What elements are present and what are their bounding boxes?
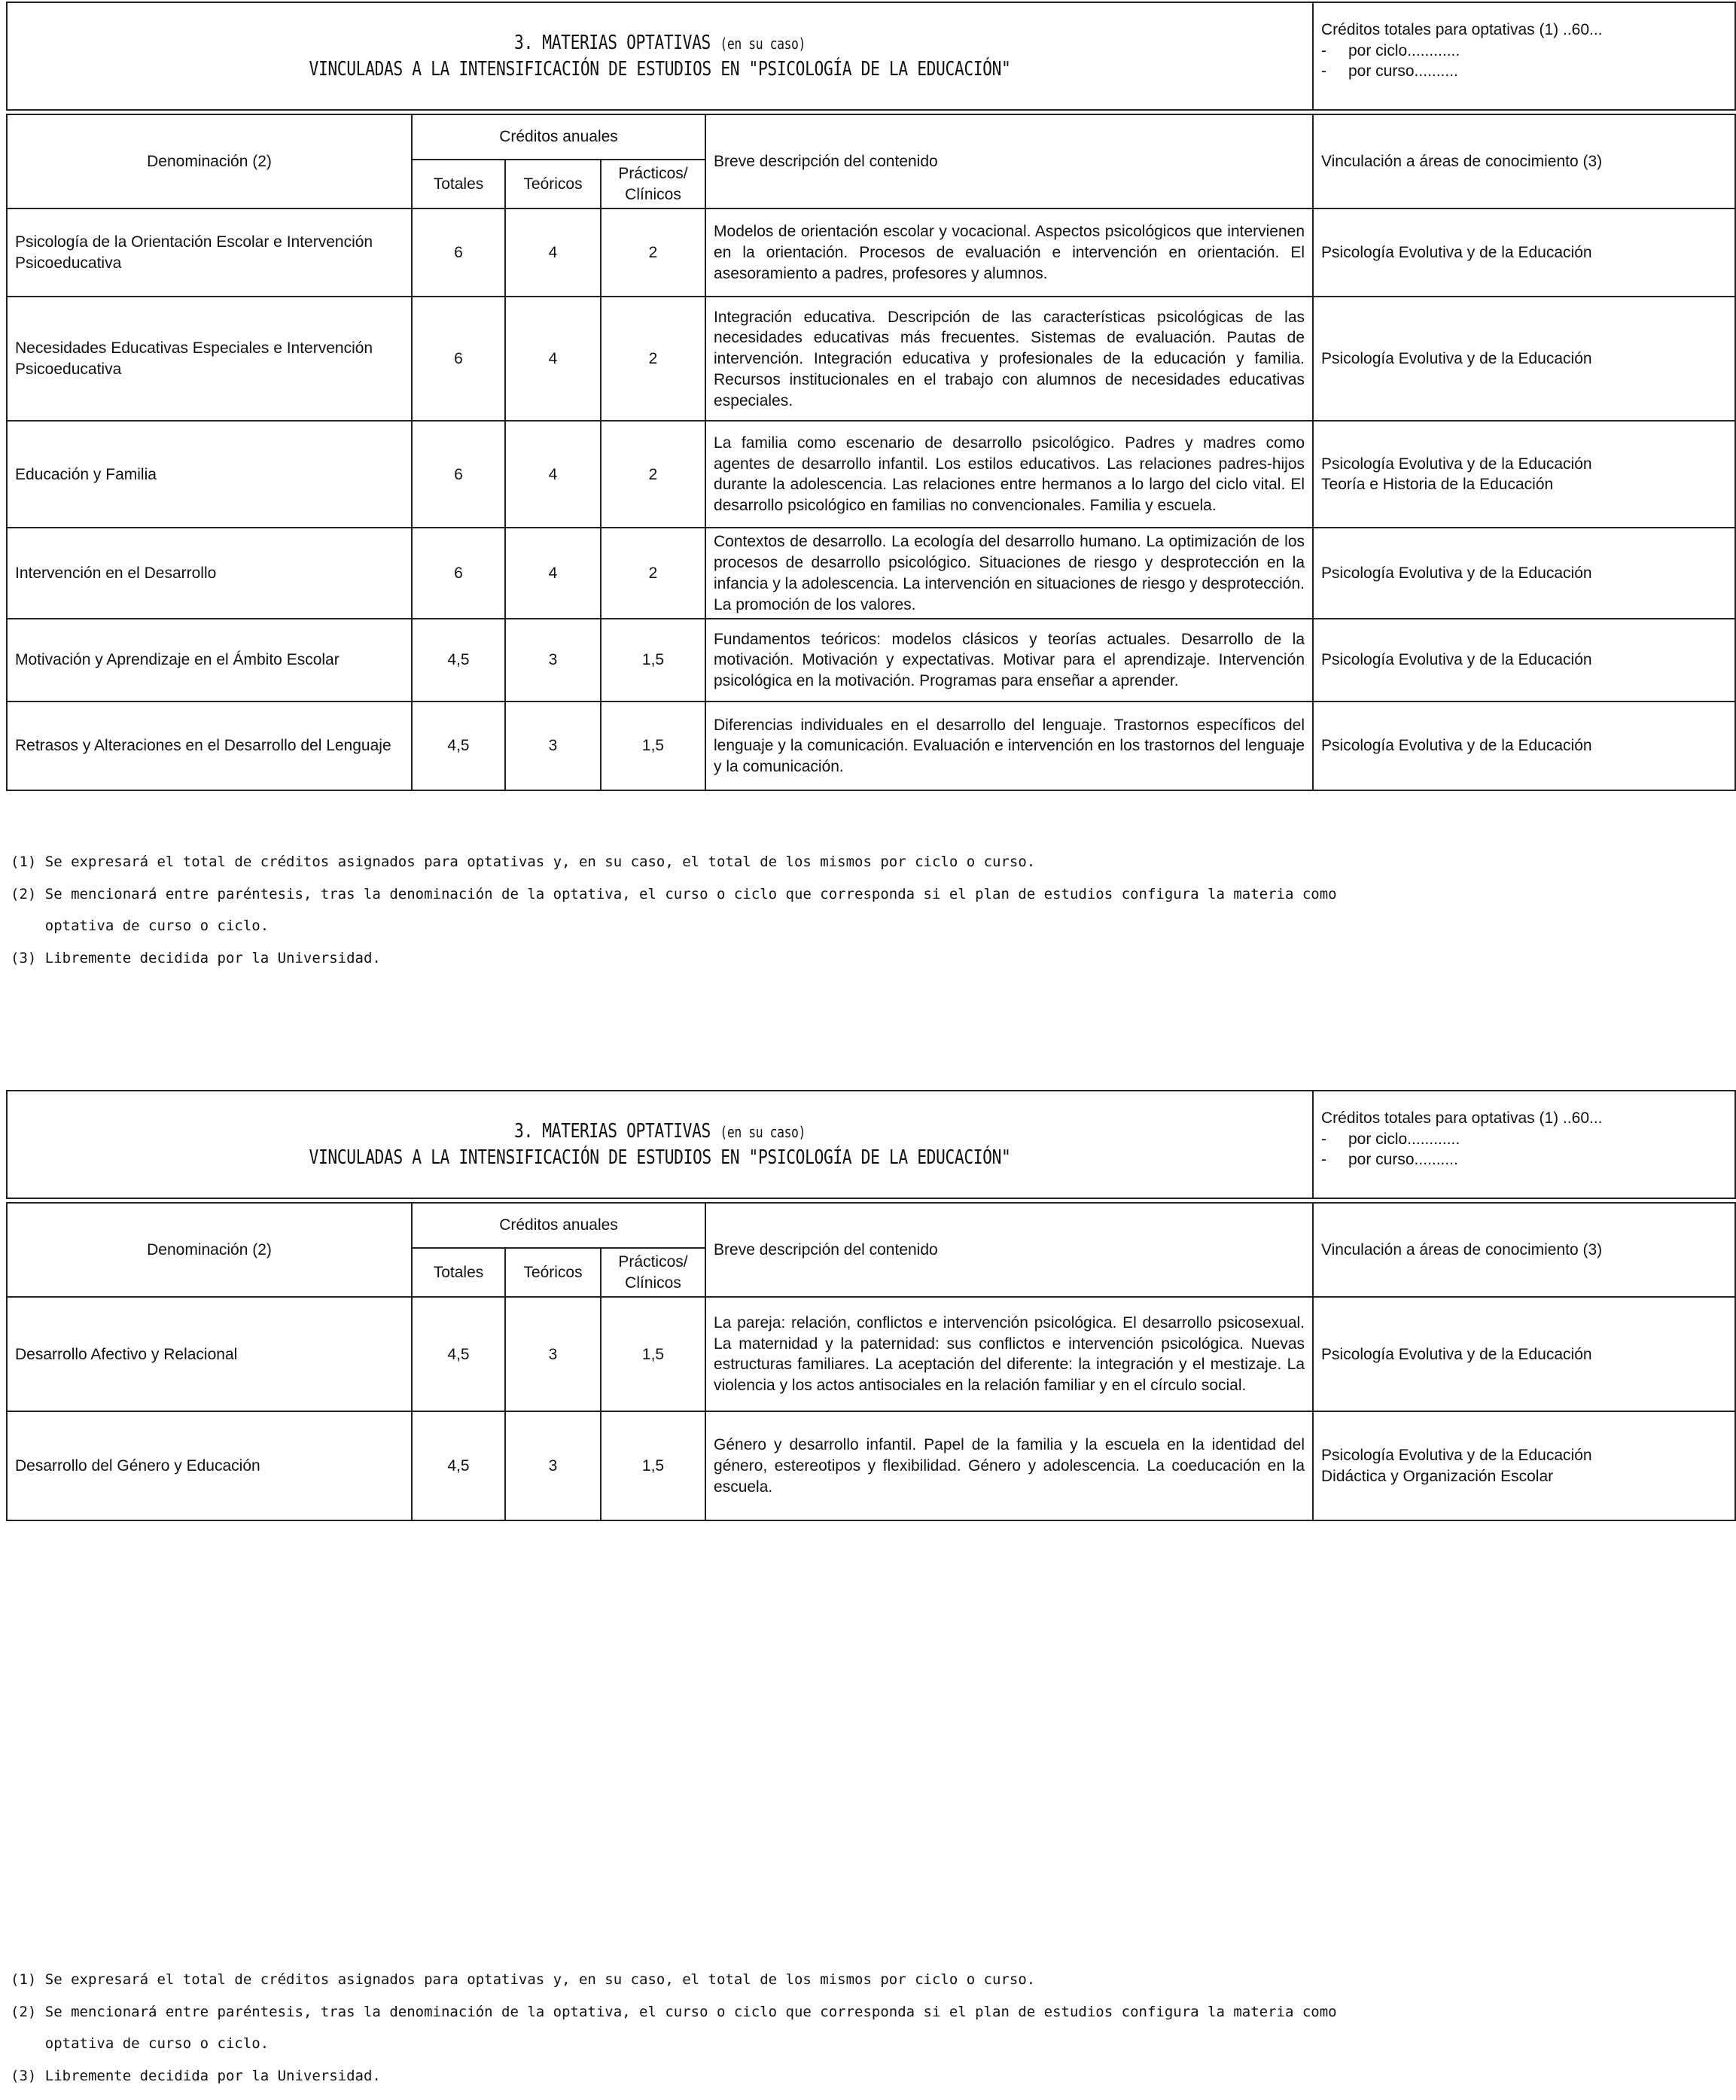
header-totales: Totales — [412, 1248, 505, 1297]
credits-curso: por curso.......... — [1348, 1151, 1458, 1169]
row-practicos: 2 — [601, 421, 705, 528]
table-row — [7, 297, 1735, 421]
title-line2: VINCULADAS A LA INTENSIFICACIÓN DE ESTUDIOS EN "PSICOLOGÍA DE LA EDUCACIÓN" — [309, 1146, 1011, 1170]
header-vinculacion: Vinculación a áreas de conocimiento (3) — [1313, 114, 1735, 208]
row-totales: 6 — [412, 528, 505, 619]
credits-curso: por curso.......... — [1348, 62, 1458, 81]
header-denominacion: Denominación (2) — [7, 1203, 412, 1297]
row-area: Psicología Evolutiva y de la Educación — [1313, 702, 1735, 790]
row-teoricos: 4 — [505, 421, 601, 528]
row-totales: 4,5 — [412, 619, 505, 702]
row-practicos: 1,5 — [601, 702, 705, 790]
title-suffix: (en su caso) — [720, 1123, 806, 1141]
row-desc: Fundamentos teóricos: modelos clásicos y teorías actuales. Desarrollo de la motivación. Motivación y expectativas. Motivar para el aprendizaje. Intervención psicológica en la motivación. Programas para enseñar a aprender. — [705, 619, 1313, 702]
table-row — [7, 421, 1735, 528]
row-area: Psicología Evolutiva y de la Educación — [1313, 297, 1735, 421]
table-row — [7, 528, 1735, 619]
row-practicos: 1,5 — [601, 1411, 705, 1520]
subjects-table-2 — [6, 1202, 1736, 1521]
footnote-2b: optativa de curso o ciclo. — [11, 2035, 270, 2053]
row-area: Psicología Evolutiva y de la Educación — [1321, 1447, 1592, 1465]
row-practicos: 2 — [601, 208, 705, 297]
row-practicos: 2 — [601, 297, 705, 421]
row-teoricos: 3 — [505, 1297, 601, 1411]
row-teoricos: 4 — [505, 528, 601, 619]
header-practicos: Prácticos/ Clínicos — [601, 1248, 705, 1297]
row-area-2: Teoría e Historia de la Educación — [1321, 476, 1554, 494]
row-totales: 4,5 — [412, 1411, 505, 1520]
credits-ciclo: por ciclo............ — [1348, 1130, 1460, 1148]
title-line1: 3. MATERIAS OPTATIVAS — [514, 1120, 711, 1143]
title-line2: VINCULADAS A LA INTENSIFICACIÓN DE ESTUDIOS EN "PSICOLOGÍA DE LA EDUCACIÓN" — [309, 58, 1011, 81]
header-creditos-anuales: Créditos anuales — [412, 1203, 705, 1248]
row-area: Psicología Evolutiva y de la Educación — [1313, 1297, 1735, 1411]
footnote-1: (1) Se expresará el total de créditos asignados para optativas y, en su caso, el total de los mismos por ciclo o curso. — [11, 854, 1036, 871]
row-area: Psicología Evolutiva y de la Educación — [1321, 455, 1592, 473]
row-name: Educación y Familia — [7, 421, 412, 528]
row-desc: Diferencias individuales en el desarrollo del lenguaje. Trastornos específicos del lenguaje y la comunicación. Evaluación e intervención en los trastornos del lenguaje y la comunicación. — [705, 702, 1313, 790]
row-area: Psicología Evolutiva y de la Educación — [1313, 208, 1735, 297]
credits-total: Créditos totales para optativas (1) ..60... — [1321, 1109, 1603, 1127]
header-descripcion: Breve descripción del contenido — [705, 114, 1313, 208]
row-practicos: 1,5 — [601, 619, 705, 702]
optativas-table-2 — [6, 1090, 1734, 1521]
row-desc: La pareja: relación, conflictos e intervención psicológica. El desarrollo psicosexual. La maternidad y la paternidad: sus conflictos e intervención psicológica. Nuevas estructuras familiares. La aceptación del diferente: la integración y el mestizaje. La violencia y los actos antisociales en la relación familiar y en el círculo social. — [705, 1297, 1313, 1411]
row-area-cell — [1313, 421, 1735, 528]
row-name: Intervención en el Desarrollo — [7, 528, 412, 619]
table-header-2 — [6, 1090, 1736, 1199]
row-totales: 6 — [412, 421, 505, 528]
row-desc: Integración educativa. Descripción de las características psicológicas de las necesidades educativas más frecuentes. Sistemas de evaluación. Pautas de intervención. Integración educativa y profesionales de la educación y familia. Recursos institucionales en el trabajo con alumnos de necesidades educativas especiales. — [705, 297, 1313, 421]
header-practicos: Prácticos/ Clínicos — [601, 160, 705, 208]
title-suffix: (en su caso) — [720, 35, 806, 53]
row-teoricos: 4 — [505, 208, 601, 297]
footnote-2b: optativa de curso o ciclo. — [11, 918, 270, 935]
row-desc: La familia como escenario de desarrollo psicológico. Padres y madres como agentes de desarrollo infantil. Los estilos educativos. Las relaciones padres-hijos durante la adolescencia. Las relaciones entre hermanos a lo largo del ciclo vital. El desarrollo psicológico en familias no convencionales. Familia y escuela. — [705, 421, 1313, 528]
credits-total: Créditos totales para optativas (1) ..60... — [1321, 21, 1603, 38]
optativas-table-1 — [6, 2, 1734, 791]
subjects-table-1 — [6, 114, 1736, 791]
credits-box: Créditos totales para optativas (1) ..60... - por ciclo............ - por curso.......... — [1313, 1091, 1735, 1198]
row-totales: 4,5 — [412, 1297, 505, 1411]
footnote-3: (3) Libremente decidida por la Universidad. — [11, 949, 381, 966]
row-name: Psicología de la Orientación Escolar e Intervención Psicoeducativa — [7, 208, 412, 297]
table-row — [7, 619, 1735, 702]
row-totales: 6 — [412, 297, 505, 421]
footnote-2a: (2) Se mencionará entre paréntesis, tras la denominación de la optativa, el curso o ciclo que corresponda si el plan de estudios configura la materia como — [11, 885, 1337, 902]
header-descripcion: Breve descripción del contenido — [705, 1203, 1313, 1297]
row-area: Psicología Evolutiva y de la Educación — [1313, 619, 1735, 702]
header-creditos-anuales: Créditos anuales — [412, 114, 705, 160]
title-line1: 3. MATERIAS OPTATIVAS — [514, 32, 711, 54]
row-area: Psicología Evolutiva y de la Educación — [1313, 528, 1735, 619]
header-vinculacion: Vinculación a áreas de conocimiento (3) — [1313, 1203, 1735, 1297]
row-name: Retrasos y Alteraciones en el Desarrollo del Lenguaje — [7, 702, 412, 790]
row-teoricos: 4 — [505, 297, 601, 421]
credits-box: Créditos totales para optativas (1) ..60... - por ciclo............ - por curso.......... — [1313, 2, 1735, 110]
header-totales: Totales — [412, 160, 505, 208]
row-teoricos: 3 — [505, 1411, 601, 1520]
footnote-1: (1) Se expresará el total de créditos asignados para optativas y, en su caso, el total de los mismos por ciclo o curso. — [11, 1971, 1036, 1989]
row-name: Motivación y Aprendizaje en el Ámbito Escolar — [7, 619, 412, 702]
row-desc: Género y desarrollo infantil. Papel de la familia y la escuela en la identidad del género, estereotipos y flexibilidad. Género y adolescencia. La coeducación en la escuela. — [705, 1411, 1313, 1520]
row-area-cell — [1313, 1411, 1735, 1520]
table-header-1 — [6, 2, 1736, 111]
row-area-2: Didáctica y Organización Escolar — [1321, 1467, 1554, 1485]
row-name: Desarrollo Afectivo y Relacional — [7, 1297, 412, 1411]
title-cell — [7, 2, 1313, 110]
table-row — [7, 702, 1735, 790]
header-denominacion: Denominación (2) — [7, 114, 412, 208]
table-row — [7, 208, 1735, 297]
row-teoricos: 3 — [505, 619, 601, 702]
row-teoricos: 3 — [505, 702, 601, 790]
footnote-2a: (2) Se mencionará entre paréntesis, tras la denominación de la optativa, el curso o ciclo que corresponda si el plan de estudios configura la materia como — [11, 2003, 1337, 2020]
row-totales: 4,5 — [412, 702, 505, 790]
table-row — [7, 1411, 1735, 1520]
table-row — [7, 1297, 1735, 1411]
row-practicos: 2 — [601, 528, 705, 619]
row-practicos: 1,5 — [601, 1297, 705, 1411]
title-cell — [7, 1091, 1313, 1198]
credits-ciclo: por ciclo............ — [1348, 41, 1460, 59]
row-desc: Modelos de orientación escolar y vocacional. Aspectos psicológicos que intervienen en la orientación. Procesos de evaluación e intervención en orientación. El asesoramiento a padres, profesores y alumnos. — [705, 208, 1313, 297]
footnote-3: (3) Libremente decidida por la Universidad. — [11, 2067, 381, 2084]
row-name: Desarrollo del Género y Educación — [7, 1411, 412, 1520]
row-name: Necesidades Educativas Especiales e Intervención Psicoeducativa — [7, 297, 412, 421]
row-desc: Contextos de desarrollo. La ecología del desarrollo humano. La optimización de los procesos de desarrollo psicológico. Situaciones de riesgo y desprotección en la infancia y la adolescencia. La intervención en situaciones de riesgo y desprotección. La promoción de los valores. — [705, 528, 1313, 619]
header-teoricos: Teóricos — [505, 1248, 601, 1297]
row-totales: 6 — [412, 208, 505, 297]
header-teoricos: Teóricos — [505, 160, 601, 208]
footnotes-1 — [11, 838, 1337, 982]
